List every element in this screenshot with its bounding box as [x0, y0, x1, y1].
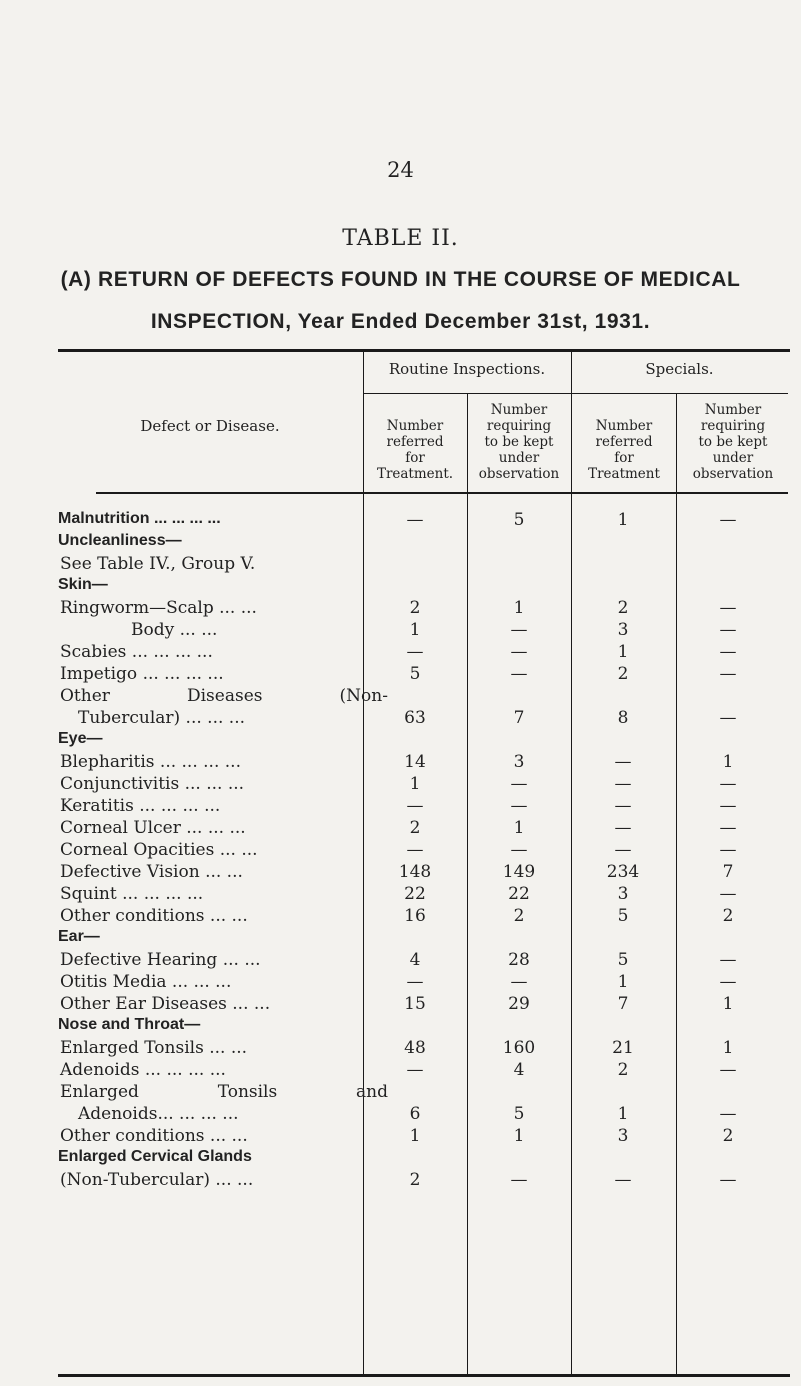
row-label: Conjunctivitis ... ... ...: [60, 774, 245, 794]
cell-routine-observation: —: [510, 642, 528, 662]
cell-specials-observation: 2: [722, 1126, 734, 1146]
table-row: [0, 1170, 801, 1192]
table-row: [0, 686, 801, 708]
cell-specials-treatment: —: [614, 1170, 632, 1190]
cell-routine-observation: 5: [513, 510, 525, 530]
table-row: [0, 950, 801, 972]
table-row: [0, 598, 801, 620]
cell-routine-treatment: 4: [409, 950, 421, 970]
cell-specials-observation: —: [719, 774, 737, 794]
cell-routine-observation: 29: [508, 994, 530, 1014]
cell-specials-treatment: —: [614, 752, 632, 772]
cell-routine-observation: 160: [502, 1038, 536, 1058]
cell-specials-treatment: 1: [617, 1104, 629, 1124]
cell-routine-treatment: 6: [409, 1104, 421, 1124]
cell-routine-observation: 22: [508, 884, 530, 904]
cell-specials-observation: 1: [722, 752, 734, 772]
cell-specials-treatment: 2: [617, 598, 629, 618]
cell-routine-observation: —: [510, 774, 528, 794]
table-row: [0, 906, 801, 928]
cell-routine-treatment: 15: [404, 994, 426, 1014]
table-row: [0, 642, 801, 664]
cell-routine-treatment: —: [406, 972, 424, 992]
cell-specials-treatment: —: [614, 840, 632, 860]
cell-routine-observation: —: [510, 796, 528, 816]
cell-routine-treatment: —: [406, 796, 424, 816]
table-row: [0, 1082, 801, 1104]
row-label: Defective Hearing ... ...: [60, 950, 261, 970]
cell-routine-treatment: —: [406, 1060, 424, 1080]
cell-specials-treatment: 2: [617, 1060, 629, 1080]
header-col1: Number referred for Treatment.: [376, 418, 454, 482]
cell-routine-observation: 7: [513, 708, 525, 728]
cell-specials-treatment: 3: [617, 884, 629, 904]
cell-specials-treatment: —: [614, 796, 632, 816]
table-bottom-rule: [58, 1374, 790, 1377]
cell-routine-treatment: 2: [409, 818, 421, 838]
cell-routine-observation: 28: [508, 950, 530, 970]
report-title-line-1: (A) RETURN OF DEFECTS FOUND IN THE COURSE OF MEDICAL: [60, 268, 741, 291]
table-row: [0, 1016, 801, 1038]
row-label: Ear—: [58, 928, 100, 945]
row-label: Tubercular) ... ... ...: [78, 708, 246, 728]
table-row: [0, 1060, 801, 1082]
cell-routine-observation: —: [510, 972, 528, 992]
row-label: Other Diseases (Non-: [60, 686, 388, 706]
cell-routine-treatment: 148: [398, 862, 432, 882]
table-row: [0, 664, 801, 686]
cell-specials-treatment: 1: [617, 642, 629, 662]
cell-routine-treatment: 2: [409, 1170, 421, 1190]
cell-specials-observation: —: [719, 620, 737, 640]
cell-routine-observation: —: [510, 1170, 528, 1190]
cell-specials-observation: —: [719, 664, 737, 684]
cell-routine-observation: 4: [513, 1060, 525, 1080]
header-col4: Number requiring to be kept under observation: [692, 402, 774, 482]
cell-specials-treatment: 2: [617, 664, 629, 684]
cell-specials-treatment: 1: [617, 510, 629, 530]
header-col2: Number requiring to be kept under observation: [478, 402, 560, 482]
cell-specials-treatment: —: [614, 818, 632, 838]
table-row: [0, 818, 801, 840]
row-label: Other conditions ... ...: [60, 1126, 248, 1146]
header-col3: Number referred for Treatment: [588, 418, 660, 482]
cell-specials-observation: —: [719, 1170, 737, 1190]
row-label: Defective Vision ... ...: [60, 862, 243, 882]
row-label: Malnutrition ... ... ... ...: [58, 510, 221, 527]
row-label: Eye—: [58, 730, 103, 747]
row-label: Body ... ...: [131, 620, 218, 640]
cell-routine-observation: —: [510, 840, 528, 860]
row-label: Scabies ... ... ... ...: [60, 642, 213, 662]
table-row: [0, 730, 801, 752]
cell-routine-treatment: 14: [404, 752, 426, 772]
cell-specials-treatment: —: [614, 774, 632, 794]
cell-specials-observation: 1: [722, 994, 734, 1014]
table-row: [0, 1148, 801, 1170]
table-row: [0, 796, 801, 818]
row-label: Enlarged Tonsils and: [60, 1082, 388, 1102]
table-row: [0, 972, 801, 994]
cell-specials-treatment: 8: [617, 708, 629, 728]
table-row: [0, 774, 801, 796]
cell-specials-treatment: 5: [617, 950, 629, 970]
table-row: [0, 708, 801, 730]
row-label: Otitis Media ... ... ...: [60, 972, 232, 992]
table-row: [0, 752, 801, 774]
cell-routine-treatment: —: [406, 642, 424, 662]
subheader-rule: [363, 393, 788, 394]
cell-routine-treatment: 1: [409, 1126, 421, 1146]
cell-routine-treatment: 16: [404, 906, 426, 926]
cell-specials-observation: —: [719, 884, 737, 904]
table-row: [0, 1126, 801, 1148]
cell-specials-treatment: 5: [617, 906, 629, 926]
cell-specials-observation: 1: [722, 1038, 734, 1058]
cell-specials-observation: —: [719, 840, 737, 860]
table-row: [0, 510, 801, 532]
row-label: See Table IV., Group V.: [60, 554, 256, 574]
table-row: [0, 576, 801, 598]
cell-routine-treatment: —: [406, 510, 424, 530]
table-row: [0, 620, 801, 642]
table-row: [0, 994, 801, 1016]
cell-routine-observation: 1: [513, 598, 525, 618]
cell-specials-observation: —: [719, 1060, 737, 1080]
row-label: Skin—: [58, 576, 108, 593]
cell-routine-observation: 1: [513, 1126, 525, 1146]
header-specials: Specials.: [645, 360, 714, 378]
table-row: [0, 862, 801, 884]
cell-specials-treatment: 21: [612, 1038, 634, 1058]
cell-routine-treatment: 1: [409, 774, 421, 794]
row-label: Other Ear Diseases ... ...: [60, 994, 271, 1014]
cell-specials-treatment: 3: [617, 620, 629, 640]
cell-routine-observation: —: [510, 664, 528, 684]
cell-routine-observation: 5: [513, 1104, 525, 1124]
row-label: Nose and Throat—: [58, 1016, 201, 1033]
cell-specials-treatment: 1: [617, 972, 629, 992]
table-row: [0, 1038, 801, 1060]
row-label: Corneal Opacities ... ...: [60, 840, 258, 860]
cell-specials-observation: 2: [722, 906, 734, 926]
cell-routine-observation: 3: [513, 752, 525, 772]
cell-specials-observation: —: [719, 708, 737, 728]
table-row: [0, 532, 801, 554]
table-row: [0, 554, 801, 576]
row-label: Keratitis ... ... ... ...: [60, 796, 221, 816]
row-label: Adenoids... ... ... ...: [78, 1104, 239, 1124]
row-label: Corneal Ulcer ... ... ...: [60, 818, 246, 838]
cell-specials-observation: —: [719, 598, 737, 618]
row-label: Uncleanliness—: [58, 532, 182, 549]
row-label: (Non-Tubercular) ... ...: [60, 1170, 254, 1190]
cell-specials-observation: —: [719, 818, 737, 838]
cell-routine-treatment: 5: [409, 664, 421, 684]
cell-specials-observation: —: [719, 950, 737, 970]
table-heading: TABLE II.: [342, 226, 459, 251]
cell-specials-treatment: 3: [617, 1126, 629, 1146]
row-label: Adenoids ... ... ... ...: [60, 1060, 226, 1080]
header-defect-or-disease: Defect or Disease.: [140, 417, 280, 435]
table-row: [0, 884, 801, 906]
row-label: Squint ... ... ... ...: [60, 884, 204, 904]
row-label: Enlarged Tonsils ... ...: [60, 1038, 248, 1058]
table-row: [0, 1104, 801, 1126]
cell-specials-observation: —: [719, 642, 737, 662]
table-row: [0, 840, 801, 862]
cell-routine-treatment: 63: [404, 708, 426, 728]
report-title-line-2: INSPECTION, Year Ended December 31st, 1931.: [150, 310, 651, 333]
cell-specials-observation: 7: [722, 862, 734, 882]
cell-routine-treatment: 1: [409, 620, 421, 640]
cell-specials-observation: —: [719, 510, 737, 530]
cell-specials-observation: —: [719, 1104, 737, 1124]
cell-routine-treatment: 48: [404, 1038, 426, 1058]
cell-routine-observation: —: [510, 620, 528, 640]
cell-routine-treatment: 22: [404, 884, 426, 904]
row-label: Ringworm—Scalp ... ...: [60, 598, 257, 618]
cell-routine-treatment: 2: [409, 598, 421, 618]
cell-specials-treatment: 7: [617, 994, 629, 1014]
table-row: [0, 928, 801, 950]
cell-routine-observation: 149: [502, 862, 536, 882]
cell-routine-observation: 1: [513, 818, 525, 838]
cell-routine-treatment: —: [406, 840, 424, 860]
row-label: Impetigo ... ... ... ...: [60, 664, 224, 684]
cell-specials-observation: —: [719, 796, 737, 816]
header-routine-inspections: Routine Inspections.: [388, 360, 546, 378]
row-label: Enlarged Cervical Glands: [58, 1148, 252, 1165]
table-top-rule: [58, 349, 790, 352]
page-number: 24: [387, 158, 414, 182]
row-label: Other conditions ... ...: [60, 906, 248, 926]
cell-routine-observation: 2: [513, 906, 525, 926]
cell-specials-observation: —: [719, 972, 737, 992]
row-label: Blepharitis ... ... ... ...: [60, 752, 241, 772]
cell-specials-treatment: 234: [606, 862, 640, 882]
header-bottom-rule: [96, 492, 788, 494]
